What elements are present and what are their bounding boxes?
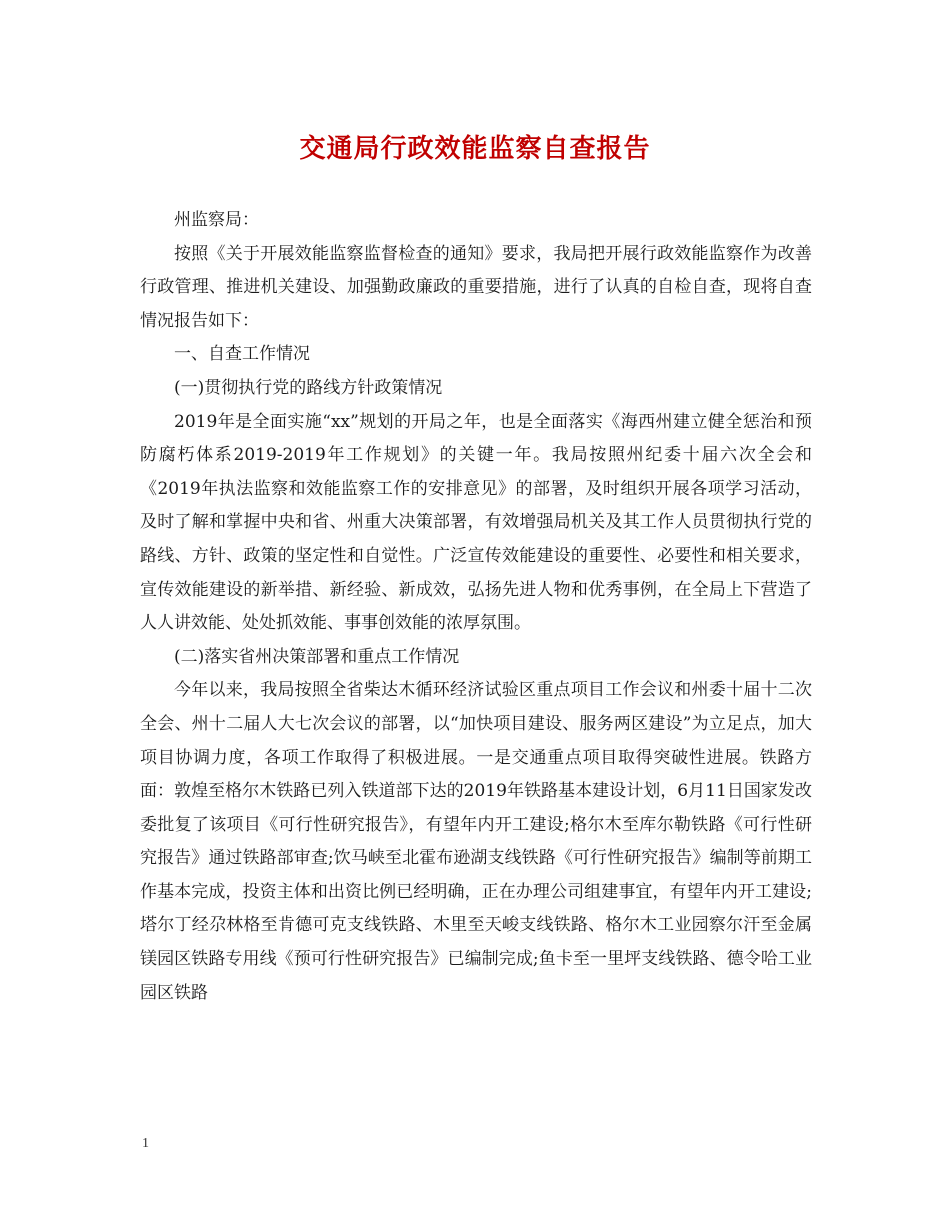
body-paragraph: 今年以来，我局按照全省柴达木循环经济试验区重点项目工作会议和州委十届十二次全会、州十二届人大七次会议的部署，以“加快项目建设、服务两区建设”为立足点，加大项目协调力度，各项工作取得了积极进展。一是交通重点项目取得突破性进展。铁路方面：敦煌至格尔木铁路已列入铁道部下达的2019年铁路基本建设计划，6月11日国家发改委批复了该项目《可行性研究报告》，有望年内开工建设;格尔木至库尔勒铁路《可行性研究报告》通过铁路部审查;饮马峡至北霍布逊湖支线铁路《可行性研究报告》编制等前期工作基本完成，投资主体和出资比例已经明确，正在办理公司组建事宜，有望年内开工建设;塔尔丁经尕林格至肯德可克支线铁路、木里至天峻支线铁路、格尔木工业园察尔汗至金属镁园区铁路专用线《预可行性研究报告》已编制完成;鱼卡至一里坪支线铁路、德令哈工业园区铁路 [140, 680, 812, 1003]
document-title: 交通局行政效能监察自查报告 [299, 134, 651, 164]
section-heading: 一、自查工作情况 [174, 344, 310, 365]
document-body [140, 204, 812, 1010]
salutation: 州监察局： [174, 210, 259, 230]
page-number: 1 [142, 1136, 149, 1151]
subsection-heading: (二)落实省州决策部署和重点工作情况 [174, 646, 460, 667]
intro-paragraph: 按照《关于开展效能监察监督检查的通知》要求，我局把开展行政效能监察作为改善行政管理、推进机关建设、加强勤政廉政的重要措施，进行了认真的自检自查，现将自查情况报告如下： [140, 243, 812, 331]
body-paragraph: 2019年是全面实施“xx”规划的开局之年，也是全面落实《海西州建立健全惩治和预防腐朽体系2019-2019年工作规划》的关键一年。我局按照州纪委十届六次全会和《2019年执法监察和效能监察工作的安排意见》的部署，及时组织开展各项学习活动，及时了解和掌握中央和省、州重大决策部署，有效增强局机关及其工作人员贯彻执行党的路线、方针、政策的坚定性和自觉性。广泛宣传效能建设的重要性、必要性和相关要求，宣传效能建设的新举措、新经验、新成效，弘扬先进人物和优秀事例，在全局上下营造了人人讲效能、处处抓效能、事事创效能的浓厚氛围。 [140, 411, 812, 634]
subsection-heading: (一)贯彻执行党的路线方针政策情况 [174, 377, 443, 398]
